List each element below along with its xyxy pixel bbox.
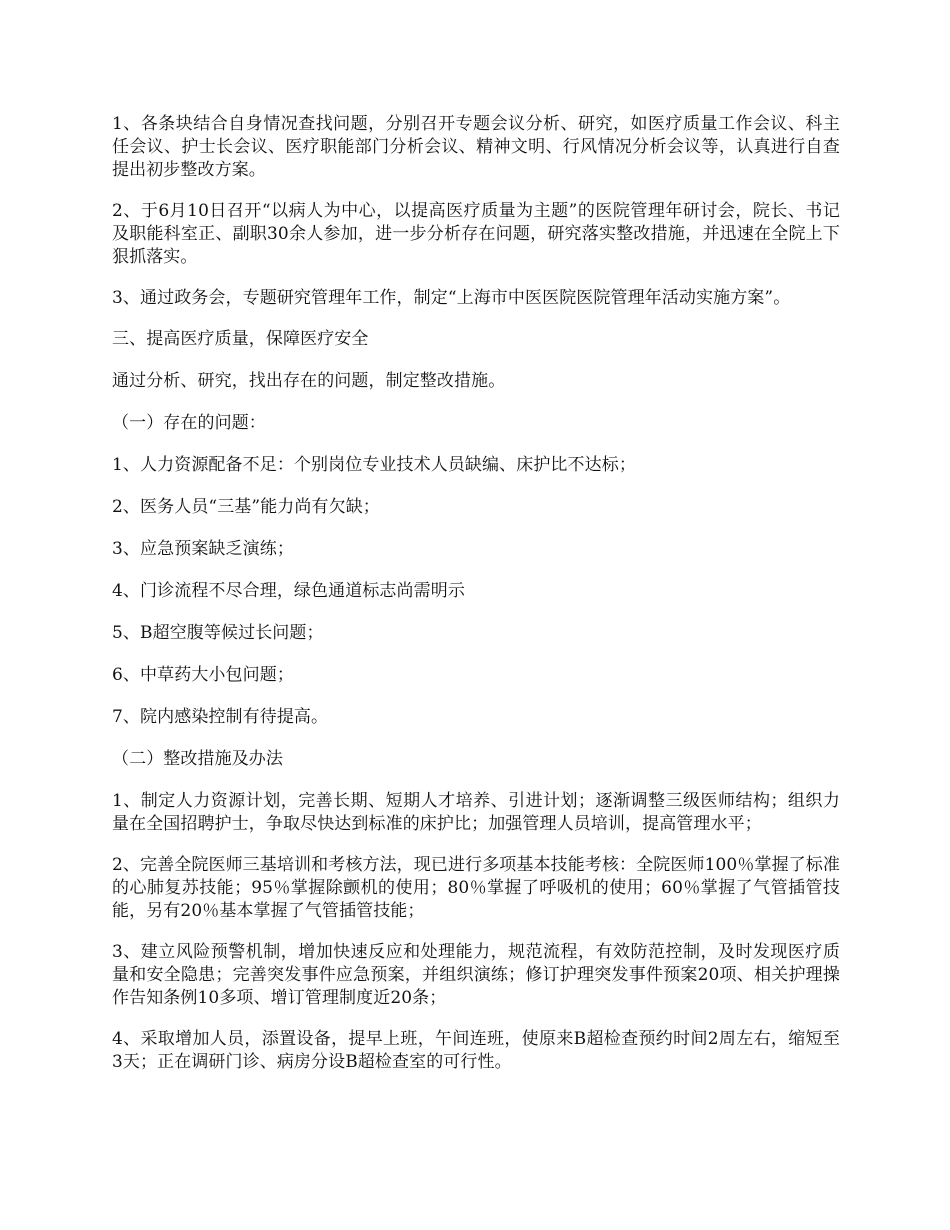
paragraph-2: 2、于6月10日召开“以病人为中心，以提高医疗质量为主题”的医院管理年研讨会，院长、书记及职能科室正、副职30余人参加，进一步分析存在问题，研究落实整改措施，并迅速在全院上下狠抓落实。 [112,201,840,267]
paragraph-1: 1、各条块结合自身情况查找问题，分别召开专题会议分析、研究，如医疗质量工作会议、科主任会议、护士长会议、医疗职能部门分析会议、精神文明、行风情况分析会议等，认真进行自查提出初步整改方案。 [112,114,840,180]
problem-item-5: 5、B超空腹等候过长问题； [112,623,324,643]
problem-item-2: 2、医务人员“三基”能力尚有欠缺； [112,497,380,517]
measure-item-1: 1、制定人力资源计划，完善长期、短期人才培养、引进计划；逐渐调整三级医师结构；组织力量在全国招聘护士，争取尽快达到标准的床护比；加强管理人员培训，提高管理水平； [112,791,840,834]
problem-item-3: 3、应急预案缺乏演练； [112,539,294,559]
subsection-heading-2: （二）整改措施及办法 [112,749,283,769]
paragraph-3: 3、通过政务会，专题研究管理年工作，制定“上海市中医医院医院管理年活动实施方案”。 [112,288,791,308]
subsection-heading-1: （一）存在的问题： [112,413,266,433]
measure-item-3: 3、建立风险预警机制，增加快速反应和处理能力，规范流程，有效防范控制，及时发现医疗质量和安全隐患；完善突发事件应急预案，并组织演练；修订护理突发事件预案20项、相关护理操作告知条例10多项、增订管理制度近20条； [112,942,840,1008]
problem-item-1: 1、人力资源配备不足：个别岗位专业技术人员缺编、床护比不达标； [112,455,636,475]
intro-paragraph: 通过分析、研究，找出存在的问题，制定整改措施。 [112,371,506,391]
problem-item-6: 6、中草药大小包问题； [112,665,294,685]
problem-item-7: 7、院内感染控制有待提高。 [112,707,329,727]
measure-item-4: 4、采取增加人员，添置设备，提早上班，午间连班，使原来B超检查预约时间2周左右，缩短至3天；正在调研门诊、病房分设B超检查室的可行性。 [112,1029,840,1072]
section-heading-3: 三、提高医疗质量，保障医疗安全 [112,329,369,349]
measure-item-2: 2、完善全院医师三基培训和考核方法，现已进行多项基本技能考核：全院医师100％掌握了标准的心肺复苏技能；95％掌握除颤机的使用；80％掌握了呼吸机的使用；60％掌握了气管插管技能，另有20％基本掌握了气管插管技能； [112,855,840,921]
problem-item-4: 4、门诊流程不尽合理，绿色通道标志尚需明示 [112,581,465,601]
